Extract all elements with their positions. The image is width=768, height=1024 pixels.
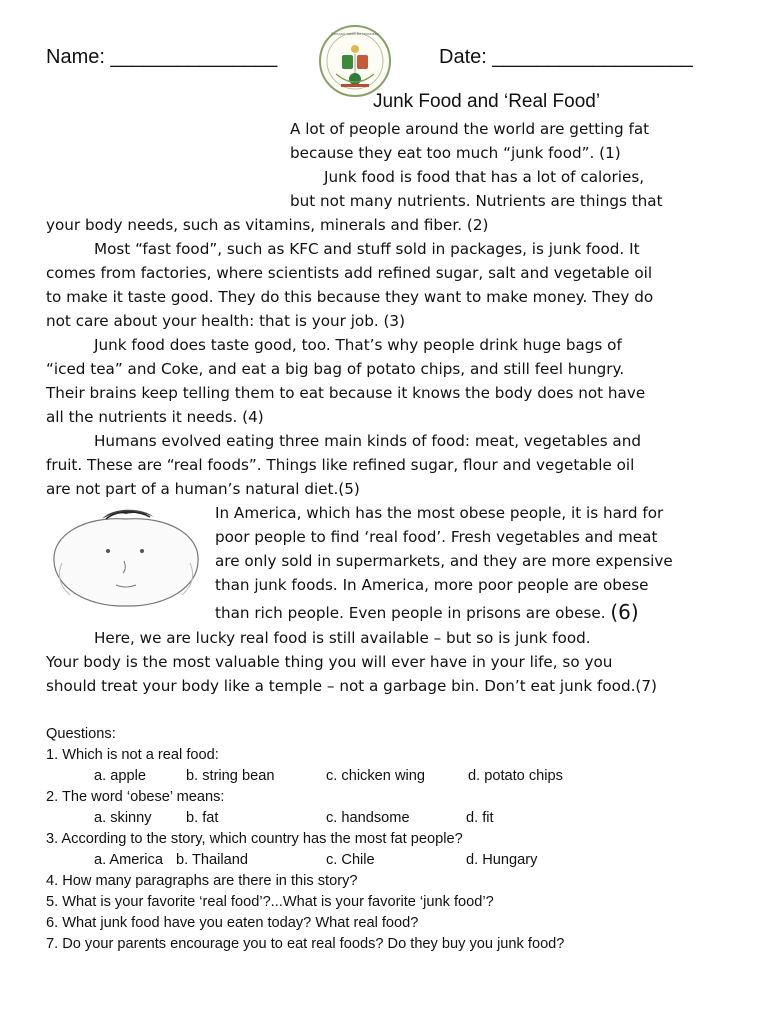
answer-option: a. America bbox=[94, 852, 163, 868]
story-line: “iced tea” and Coke, and eat a big bag of potato chips, and still feel hungry. bbox=[46, 360, 625, 378]
story-line: A lot of people around the world are getting fat bbox=[290, 120, 650, 138]
story-line: Your body is the most valuable thing you will ever have in your life, so you bbox=[46, 653, 613, 671]
answer-option: b. Thailand bbox=[176, 852, 248, 868]
obese-face-illustration bbox=[46, 503, 206, 611]
story-line: poor people to find ‘real food’. Fresh vegetables and meat bbox=[215, 528, 658, 546]
story-line: In America, which has the most obese people, it is hard for bbox=[215, 504, 664, 522]
answer-option: c. Chile bbox=[326, 852, 375, 868]
story-line: Most “fast food”, such as KFC and stuff sold in packages, is junk food. It bbox=[94, 240, 640, 258]
questions-heading: Questions: bbox=[46, 726, 116, 742]
story-line: Junk food is food that has a lot of calories, bbox=[324, 168, 645, 186]
answer-option: b. string bean bbox=[186, 768, 275, 784]
story-line: should treat your body like a temple – not a garbage bin. Don’t eat junk food.(7) bbox=[46, 677, 657, 695]
answer-option: b. fat bbox=[186, 810, 219, 826]
question-1: 1. Which is not a real food: bbox=[46, 747, 219, 763]
answer-option: c. chicken wing bbox=[326, 768, 425, 784]
answer-option: a. skinny bbox=[94, 810, 152, 826]
question-7: 7. Do your parents encourage you to eat real foods? Do they buy you junk food? bbox=[46, 936, 565, 952]
story-line: are not part of a human’s natural diet.(5) bbox=[46, 480, 360, 498]
story-line: all the nutrients it needs. (4) bbox=[46, 408, 264, 426]
date-field-label: Date: __________________ bbox=[439, 46, 693, 68]
paragraph-number-6: (6) bbox=[610, 600, 639, 624]
answer-option: d. potato chips bbox=[468, 768, 563, 784]
answer-option: c. handsome bbox=[326, 810, 410, 826]
story-line: are only sold in supermarkets, and they are more expensive bbox=[215, 552, 673, 570]
answer-option: d. fit bbox=[466, 810, 494, 826]
question-3: 3. According to the story, which country has the most fat people? bbox=[46, 831, 463, 847]
story-line: Junk food does taste good, too. That’s why people drink huge bags of bbox=[94, 336, 622, 354]
question-6: 6. What junk food have you eaten today? What real food? bbox=[46, 915, 419, 931]
answer-option: d. Hungary bbox=[466, 852, 538, 868]
story-line: comes from factories, where scientists add refined sugar, salt and vegetable oil bbox=[46, 264, 653, 282]
story-line: because they eat too much “junk food”. (1) bbox=[290, 144, 621, 162]
page-title: Junk Food and ‘Real Food’ bbox=[373, 91, 601, 112]
story-line: fruit. These are “real foods”. Things like refined sugar, flour and vegetable oil bbox=[46, 456, 635, 474]
story-line-with-marker bbox=[215, 600, 639, 625]
story-line: not care about your health: that is your job. (3) bbox=[46, 312, 406, 330]
question-2: 2. The word ‘obese’ means: bbox=[46, 789, 225, 805]
story-line: than junk foods. In America, more poor people are obese bbox=[215, 576, 649, 594]
logo-text: Бандан адаб ба мукамал bbox=[331, 32, 379, 36]
name-field-label: Name: _______________ bbox=[46, 46, 278, 68]
answer-option: a. apple bbox=[94, 768, 146, 784]
question-5: 5. What is your favorite ‘real food’?...What is your favorite ‘junk food’? bbox=[46, 894, 494, 910]
story-line: Here, we are lucky real food is still available – but so is junk food. bbox=[94, 629, 591, 647]
question-4: 4. How many paragraphs are there in this story? bbox=[46, 873, 358, 889]
story-line: than rich people. Even people in prisons are obese. bbox=[215, 604, 606, 622]
school-logo bbox=[318, 24, 392, 98]
story-line: your body needs, such as vitamins, minerals and fiber. (2) bbox=[46, 216, 489, 234]
story-line: but not many nutrients. Nutrients are things that bbox=[290, 192, 663, 210]
story-line: to make it taste good. They do this because they want to make money. They do bbox=[46, 288, 654, 306]
story-line: Their brains keep telling them to eat because it knows the body does not have bbox=[46, 384, 646, 402]
story-line: Humans evolved eating three main kinds of food: meat, vegetables and bbox=[94, 432, 642, 450]
